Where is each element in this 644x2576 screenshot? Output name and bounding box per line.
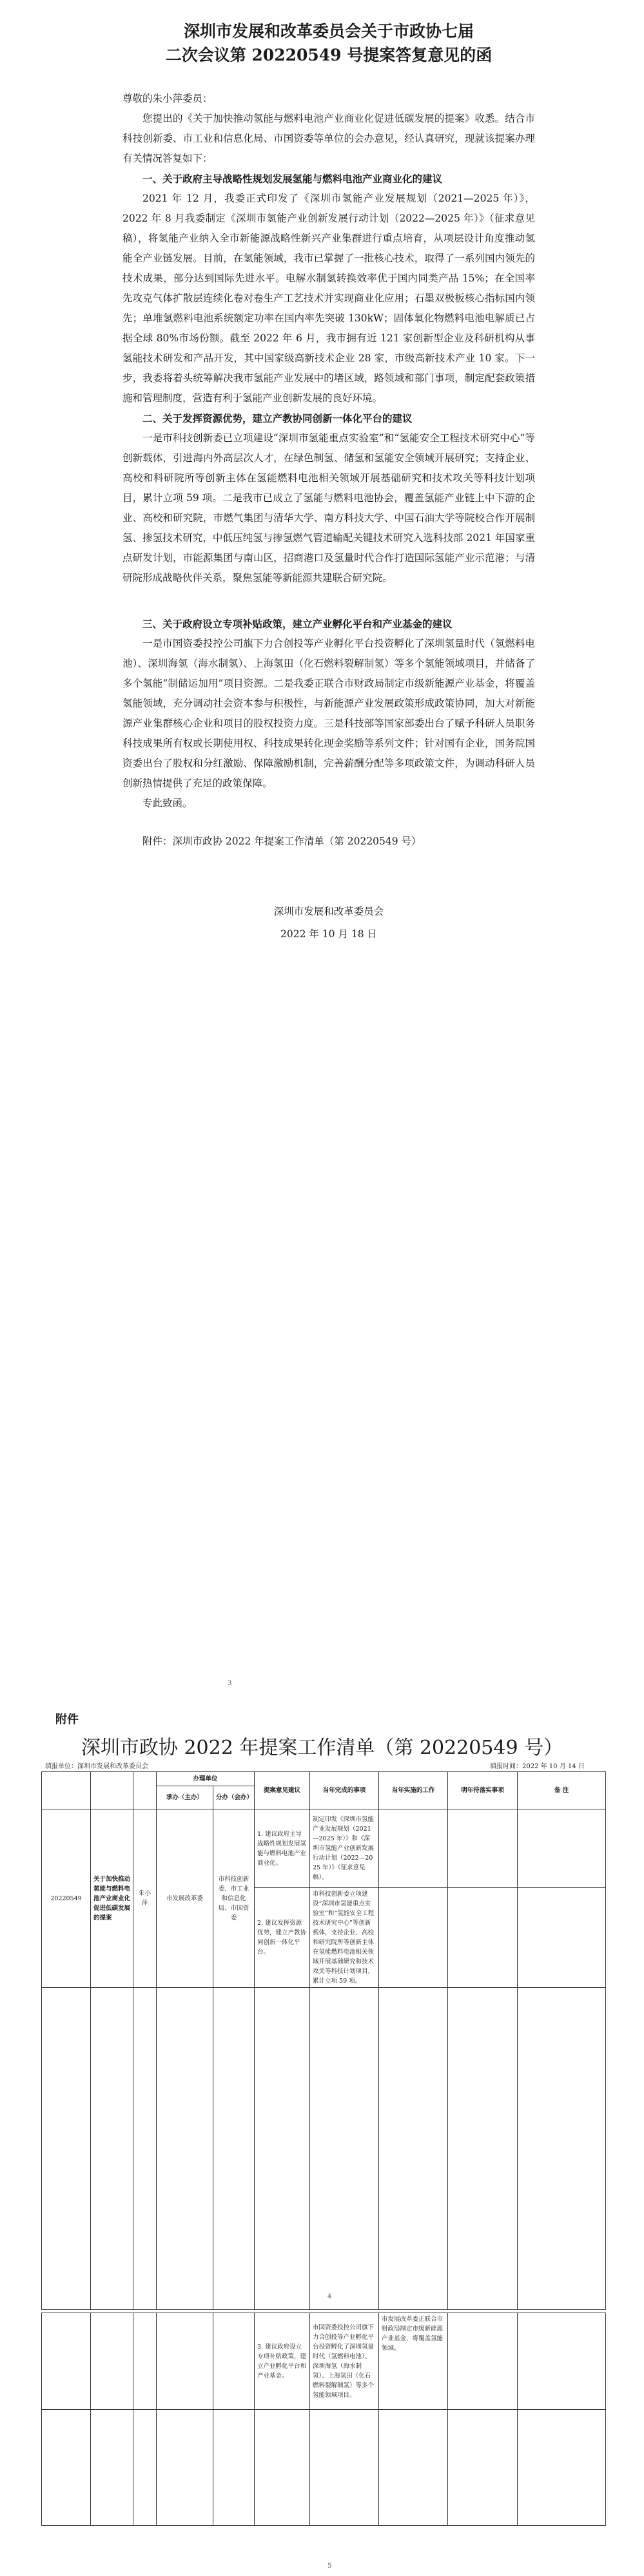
- header-lead-unit: 承办（主办）: [157, 1786, 213, 1809]
- header-suggestion: 提案意见建议: [255, 1772, 310, 1809]
- section-1-paragraph: 2021 年 12 月，我委正式印发了《深圳市氢能产业发展规划（2021—2025 年）》，2022 年 8 月我委制定《深圳市氢能产业创新发展行动计划（2022—2025 年）》（征求意见稿），将氢能产业纳入全市新能源战略性新兴产业集群进行重点培育，从项层设计角度推动氢能全产业链发展。目前，在氢能领域，我市已掌握了一批核心技术，取得了一系列国内领先的技术成果，部分达到国际先进水平。电解水制氢转换效率优于国内同类产品 15%；在全国率先攻克气体扩散层连续化卷对卷生产工艺技术并实现商业化应用；石墨双极板核心指标国内领先；单堆氢燃料电池系统额定功率在国内率先突破 130kW；固体氧化物燃料电池电解质已占据全球 80%市场份额。截至 2022 年 6 月，我市拥有近 121 家创新型企业及科研机构从事氢能技术研发和产品开发，其中国家级高新技术企业 28 家，市级高新技术产业 10 家。下一步，我委将着头统筹解决我市氢能产业发展中的堵区域，路领域和部门事项，制定配套政策措施和管理制度，营造有利于氢能产业创新发展的良好环境。: [122, 193, 535, 404]
- header-next-year: 明年待落实事项: [448, 1772, 518, 1809]
- intro-paragraph: 您提出的《关于加快推动氢能与燃料电池产业商业化促进低碳发展的提案》收悉。结合市科技创新委、市工业和信息化局、市国资委等单位的会办意见，经认真研究，现就该提案办理有关情况答复如下：: [122, 113, 535, 164]
- table-row: [42, 2313, 606, 2410]
- page-number-3: 3: [228, 1680, 232, 1687]
- plan-3: 市发展改革委正联合市财政局制定市级新能源产业基金，将覆盖氢能领域。: [379, 2313, 448, 2410]
- closing-line: 专此致函。: [142, 797, 193, 809]
- reply-letter: [122, 0, 535, 944]
- proposal-number: 20220549: [42, 1809, 91, 1988]
- header-done: 当年完成的事项: [310, 1772, 379, 1809]
- lead-unit: 市发展改革委: [157, 1809, 213, 1988]
- worksheet-title: 深圳市政协 2022 年提案工作清单（第 20220549 号）: [81, 1737, 563, 1759]
- salutation: 尊敬的朱小萍委员：: [122, 93, 213, 104]
- letter-title: [122, 19, 535, 67]
- done-3: 市国资委投控公司旗下力合创投等产业孵化平台投资孵化了深圳氢量时代（氢燃料电池）、深圳海氢（海水制氢）、上海氢田（化石燃料裂解制氢）等多个氢能领域项目。: [310, 2313, 379, 2410]
- signature-date: 2022 年 10 月 18 日: [280, 928, 378, 940]
- page-number-4: 4: [327, 2293, 332, 2300]
- header-remarks: 备 注: [518, 1772, 606, 1809]
- section-2-paragraph: 一是市科技创新委已立项建设“深圳市氢能重点实验室”和“氢能安全工程技术研究中心”等创新载体，引进海内外高层次人才，在绿色制氢、储氢和氢能安全领域开展研究；支持企业、高校和科研院所等创新主体在氢能燃料电池相关领域开展基础研究和技术攻关等科技计划项目，累计立项 59 项。二是我市已成立了氢能与燃料电池协会，覆盖氢能产业链上中下游的企业、高校和研究院，市燃气集团与清华大学、南方科技大学、中国石油大学等院校合作开展制氢、掺氢技术研究，中低压纯氢与掺氢燃气管道输配关键技术研究入选科技部 2021 年国家重点研发计划，市能源集团与南山区，招商港口及氢量时代合作打造国际氢能产业示范港；与清研院形成战略伙伴关系，聚焦氢能等新能源共建联合研究院。: [122, 432, 535, 584]
- table-row: [42, 1809, 606, 1888]
- header-coop-units: 分办（会办）: [213, 1786, 255, 1809]
- header-blank-proposer: [133, 1772, 157, 1809]
- header-plan: 当年实施的工作: [379, 1772, 448, 1809]
- section-3-paragraph: 一是市国资委投控公司旗下力合创投等产业孵化平台投资孵化了深圳氢量时代（氢燃料电池）、深圳海氢（海水制氢）、上海氢田（化石燃料裂解制氢）等多个氢能领域项目，并储备了多个氢能“制储运加用”项目资源。二是我委正联合市财政局制定市级新能源产业基金，将覆盖氢能领域，充分调动社会资本参与积极性，与新能源产业发展政策形成政策协同，加大对新能源产业集群核心企业和项目的股权投资力度。三是科技部等国家部委出台了赋予科研人员职务科技成果所有权或长期使用权、科技成果转化现金奖励等系列文件；针对国有企业，国务院国资委出台了股权和分红激励、保障激励机制，完善薪酬分配等多项政策文件，为调动科研人员创新热情提供了充足的政策保障。: [122, 638, 535, 789]
- suggestion-2: 2. 建议发挥资源优势，建立产教协同创新一体化平台。: [255, 1888, 310, 1988]
- suggestion-3: 3. 建议政府设立专项补贴政策，建立产业孵化平台和产业基金。: [255, 2313, 310, 2410]
- worksheet-table-page-2: [41, 2313, 606, 2526]
- done-1: 制定印发《深圳市氢能产业发展规划（2021—2025 年）》和《深圳市氢能产业创新发展行动计划（2022—2025 年）》（征求意见稿）。: [310, 1809, 379, 1888]
- header-blank-title: [91, 1772, 133, 1809]
- letter-title-line-2: 二次会议第 20220549 号提案答复意见的函: [165, 46, 493, 64]
- suggestion-1: 1. 建议政府主导战略性规划发展氢能与燃料电池产业商业化。: [255, 1809, 310, 1888]
- letter-title-line-1: 深圳市发展和改革委员会关于市政协七届: [183, 22, 474, 41]
- section-1-heading: 一、关于政府主导战略性规划发展氢能与燃料电池产业商业化的建议: [142, 173, 443, 185]
- attachment-note: 附件：深圳市政协 2022 年提案工作清单（第 20220549 号）: [142, 835, 422, 847]
- proposal-title: 关于加快推动氢能与燃料电池产业商业化促进低碳发展的提案: [91, 1809, 133, 1988]
- done-2: 市科技创新委立项建设“深圳市氢能重点实验室”和“氢能安全工程技术研究中心”等创新载体，支持企业、高校和研究院所等创新主体在氢能燃料电池相关领域开展基础研究和技术攻关等科技计划项目，累计立项 59 项。: [310, 1888, 379, 1988]
- coop-units: 市科技创新委、市工业和信息化局、市国资委: [213, 1809, 255, 1988]
- filing-date: 填报时间：2022 年 10 月 14 日: [490, 1763, 585, 1770]
- header-office-group: 办理单位: [157, 1772, 255, 1786]
- section-3-heading: 三、关于政府设立专项补贴政策，建立产业孵化平台和产业基金的建议: [142, 618, 453, 630]
- worksheet-table-page-1: [41, 1771, 606, 2310]
- signature-org: 深圳市发展和改革委员会: [273, 906, 384, 917]
- section-2-heading: 二、关于发挥资源优势，建立产教协同创新一体化平台的建议: [142, 412, 413, 425]
- filing-unit: 填报单位：深圳市发展和改革委员会: [45, 1763, 148, 1770]
- page-number-5: 5: [327, 2562, 332, 2570]
- header-blank-number: [42, 1772, 91, 1809]
- attachment-label: 附件: [55, 1713, 79, 1726]
- proposer-name: 朱小萍: [133, 1809, 157, 1988]
